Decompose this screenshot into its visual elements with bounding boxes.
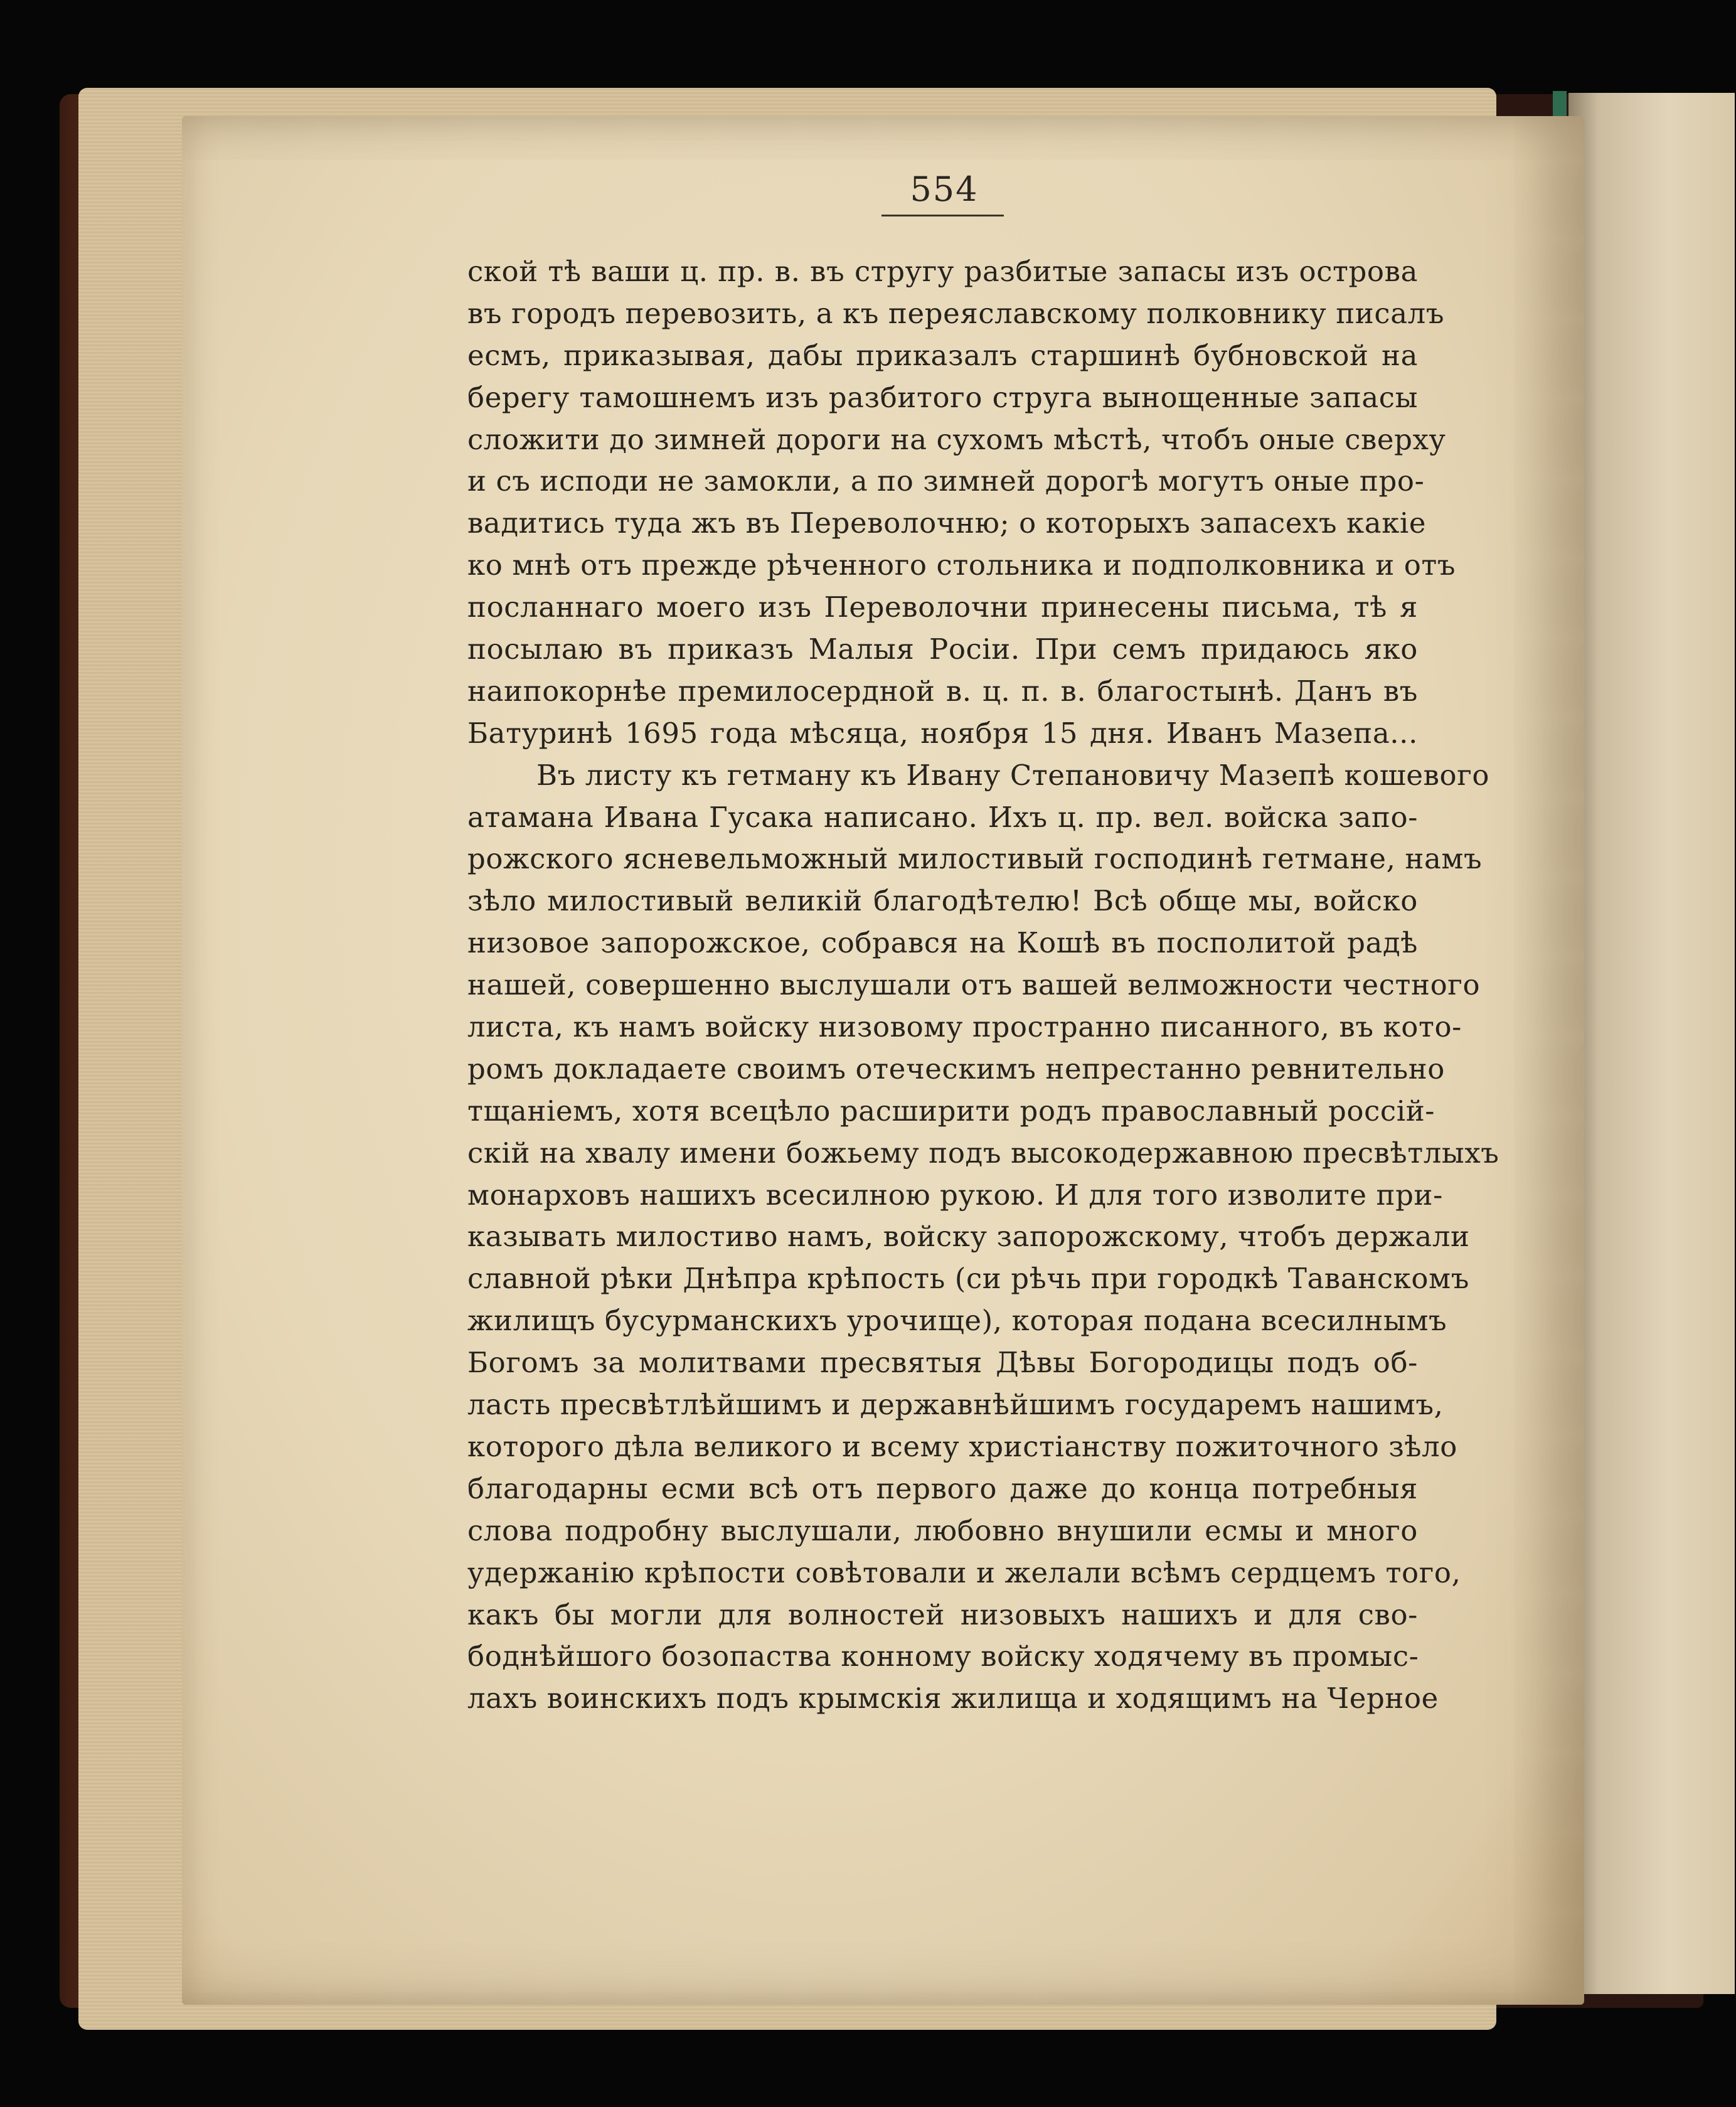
text-line: зѣло милостивый великій благодѣтелю! Всѣ обще мы, войско	[467, 884, 1418, 918]
text-line: ласть пресвѣтлѣйшимъ и державнѣйшимъ государемъ нашимъ,	[467, 1388, 1444, 1422]
text-line: листа, къ намъ войску низовому пространно писанного, въ кото-	[467, 1010, 1462, 1044]
text-line: сложити до зимней дороги на сухомъ мѣстѣ, чтобъ оные сверху	[467, 422, 1446, 456]
text-line: атамана Ивана Гусака написано. Ихъ ц. пр. вел. войска запо-	[467, 800, 1418, 834]
text-line: Батуринѣ 1695 года мѣсяца, ноября 15 дня. Иванъ Мазепа...	[467, 716, 1418, 750]
text-line: слова подробну выслушали, любовно внушили есмы и много	[467, 1513, 1418, 1547]
text-line: есмъ, приказывая, дабы приказалъ старшинѣ бубновской на	[467, 338, 1418, 372]
text-line: Въ листу къ гетману къ Ивану Степановичу Мазепѣ кошевого	[536, 758, 1490, 792]
text-line: ко мнѣ отъ прежде рѣченного стольника и подполковника и отъ	[467, 548, 1456, 582]
text-line: рожского ясневельможный милостивый господинѣ гетмане, намъ	[467, 842, 1483, 876]
text-line: берегу тамошнемъ изъ разбитого струга вынощенные запасы	[467, 380, 1418, 414]
text-line: боднѣйшого бозопаства конному войску ходячему въ промыс-	[467, 1640, 1419, 1673]
text-line: которого дѣла великого и всему христіанству пожиточного зѣло	[467, 1429, 1457, 1463]
text-line: жилищъ бусурманскихъ урочище), которая подана всесилнымъ	[467, 1304, 1447, 1338]
text-line: монарховъ нашихъ всесилною рукою. И для того изволите при-	[467, 1178, 1443, 1212]
text-line: ромъ докладаете своимъ отеческимъ непрестанно ревнительно	[467, 1052, 1446, 1086]
text-line: благодарны есми всѣ отъ первого даже до конца потребныя	[467, 1471, 1418, 1505]
page-number: 554	[910, 169, 979, 209]
page-number-rule	[881, 215, 1004, 216]
text-line: наипокорнѣе премилосердной в. ц. п. в. благостынѣ. Данъ въ	[467, 674, 1418, 708]
text-line: вадитись туда жъ въ Переволочню; о которыхъ запасехъ какіе	[467, 506, 1427, 540]
text-line: посылаю въ приказъ Малыя Росіи. При семъ придаюсь яко	[467, 632, 1418, 666]
text-line: удержанію крѣпости совѣтовали и желали всѣмъ сердцемъ того,	[467, 1555, 1461, 1589]
text-line: низовое запорожское, собрався на Кошѣ въ посполитой радѣ	[467, 926, 1418, 960]
text-line: посланнаго моего изъ Переволочни принесены письма, тѣ я	[467, 590, 1418, 624]
text-line: какъ бы могли для волностей низовыхъ нашихъ и для сво-	[467, 1598, 1418, 1631]
text-line: въ городъ перевозить, а къ переяславскому полковнику писалъ	[467, 296, 1445, 330]
text-line: Богомъ за молитвами пресвятыя Дѣвы Богородицы подъ об-	[467, 1346, 1418, 1380]
text-line: казывать милостиво намъ, войску запорожскому, чтобъ держали	[467, 1220, 1470, 1254]
page-text	[467, 251, 1499, 1720]
text-line: нашей, совершенно выслушали отъ вашей велможности честного	[467, 968, 1481, 1002]
right-page-edge	[1568, 93, 1735, 1994]
text-line: славной рѣки Днѣпра крѣпость (си рѣчь при городкѣ Таванскомъ	[467, 1262, 1469, 1296]
text-line: и съ исподи не замокли, а по зимней дорогѣ могутъ оные про-	[467, 464, 1425, 498]
text-line: лахъ воинскихъ подъ крымскія жилища и ходящимъ на Черное	[467, 1682, 1439, 1715]
text-line: ской тѣ ваши ц. пр. в. въ стругу разбитые запасы изъ острова	[467, 255, 1418, 288]
text-line: скій на хвалу имени божьему подъ высокодержавною пресвѣтлыхъ	[467, 1136, 1499, 1170]
text-line: тщаніемъ, хотя всецѣло расширити родъ православный россій-	[467, 1094, 1435, 1128]
